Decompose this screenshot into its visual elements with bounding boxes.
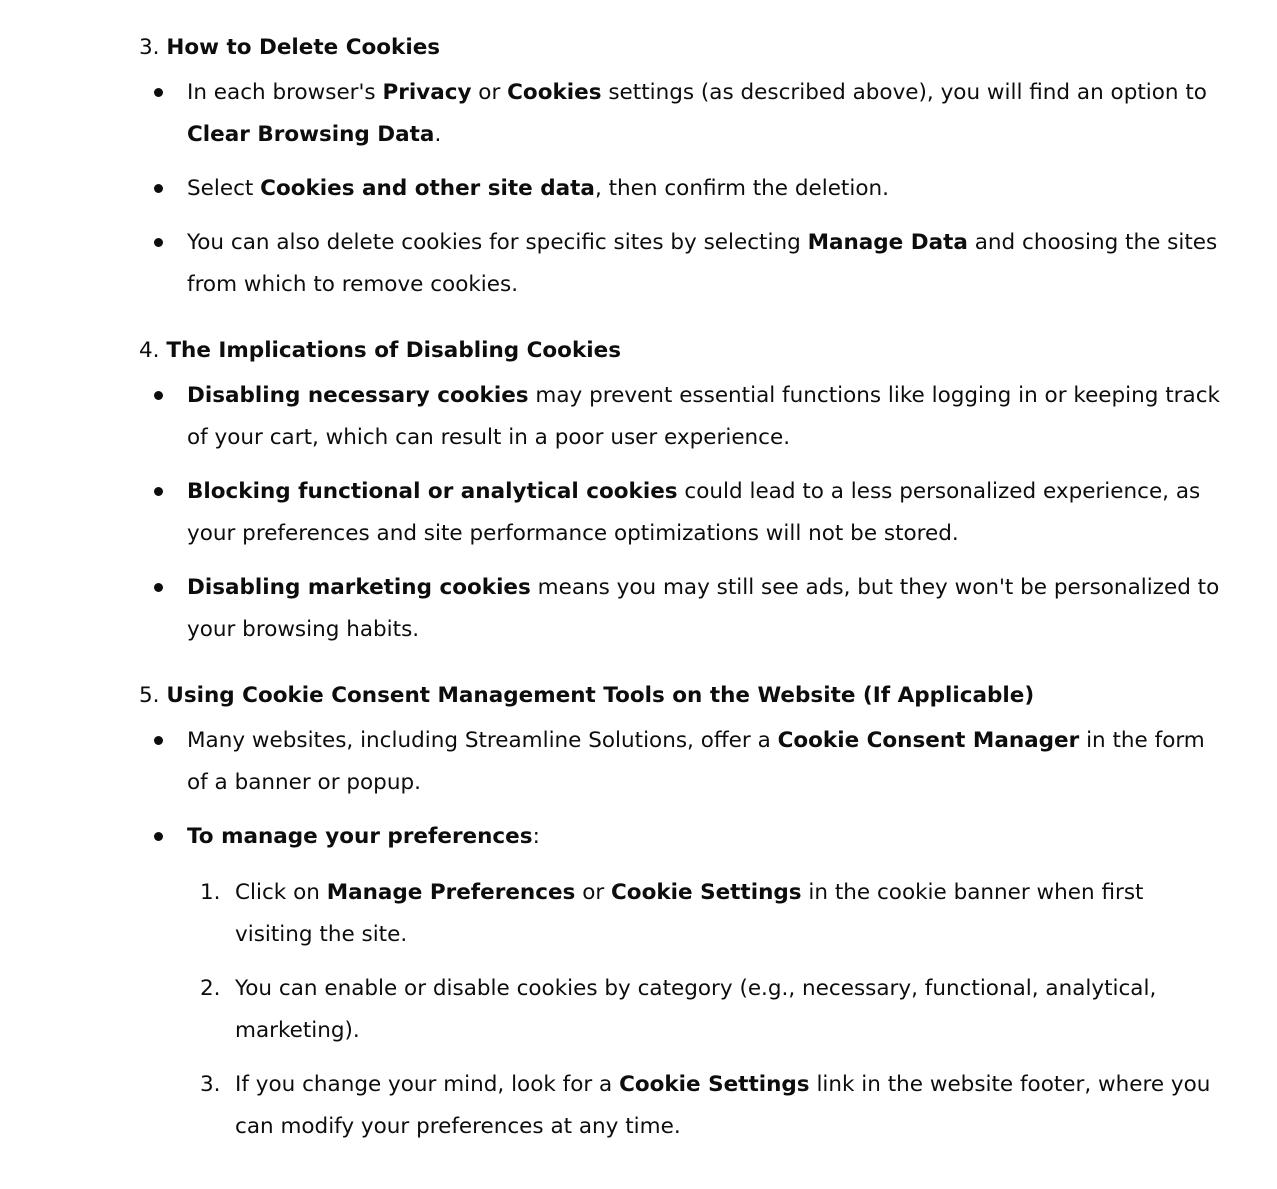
numbered-list <box>187 872 1224 1148</box>
text-run: You can enable or disable cookies by category (e.g., necessary, functional, analytical, marketing). <box>235 976 1157 1043</box>
bold-text: To manage your preferences <box>187 824 533 849</box>
section-heading <box>139 31 1224 65</box>
bullet-list <box>139 375 1224 651</box>
text-run: or <box>575 880 612 905</box>
bold-text: Privacy <box>382 80 472 105</box>
text-run: : <box>532 824 540 849</box>
text-run: If you change your mind, look for a <box>235 1072 620 1097</box>
bold-text: Blocking functional or analytical cookies <box>187 479 678 504</box>
text-run: Select <box>187 176 261 201</box>
numbered-list-item <box>187 1064 1224 1148</box>
bold-text: Clear Browsing Data <box>187 122 435 147</box>
section-using-cookie-consent-management-tools-on-the-website-if-applicable <box>139 679 1224 1148</box>
list-item <box>139 375 1224 459</box>
section-title: The Implications of Disabling Cookies <box>166 338 621 363</box>
section-the-implications-of-disabling-cookies <box>139 334 1224 651</box>
text-run: in the cookie banner when first visiting the site. <box>235 880 1144 947</box>
text-run: means you may still see ads, but they won't be personalized to your browsing habits. <box>187 575 1220 642</box>
section-number: 3. <box>139 35 160 60</box>
bullet-dot-icon <box>154 832 163 841</box>
text-run: Many websites, including Streamline Solutions, offer a <box>187 728 778 753</box>
text-run: In each browser's <box>187 80 383 105</box>
list-item <box>139 222 1224 306</box>
step-number: 2. <box>200 976 221 1001</box>
bold-text: Disabling marketing cookies <box>187 575 531 600</box>
numbered-list-item <box>187 872 1224 956</box>
list-item <box>139 567 1224 651</box>
text-run: could lead to a less personalized experience, as your preferences and site performance optimizations will not be stored. <box>187 479 1201 546</box>
bold-text: Manage Preferences <box>326 880 576 905</box>
text-run: may prevent essential functions like logging in or keeping track of your cart, which can result in a poor user experience. <box>187 383 1220 450</box>
bold-text: Cookie Settings <box>611 880 802 905</box>
text-run: settings (as described above), you will find an option to <box>601 80 1207 105</box>
list-item <box>139 168 1224 210</box>
text-run: Click on <box>235 880 327 905</box>
bold-text: Disabling necessary cookies <box>187 383 529 408</box>
section-heading <box>139 679 1224 713</box>
section-number: 4. <box>139 338 160 363</box>
text-run: link in the website footer, where you can modify your preferences at any time. <box>235 1072 1211 1139</box>
bullet-dot-icon <box>154 391 163 400</box>
list-item <box>139 72 1224 156</box>
bold-text: Cookie Consent Manager <box>777 728 1080 753</box>
bullet-list <box>139 720 1224 1148</box>
bold-text: Cookies <box>507 80 602 105</box>
bold-text: Manage Data <box>807 230 968 255</box>
bullet-dot-icon <box>154 88 163 97</box>
section-how-to-delete-cookies <box>139 31 1224 306</box>
text-run: and choosing the sites from which to remove cookies. <box>187 230 1218 297</box>
bullet-dot-icon <box>154 184 163 193</box>
section-number: 5. <box>139 683 160 708</box>
step-number: 3. <box>200 1072 221 1097</box>
bold-text: Cookies and other site data <box>260 176 595 201</box>
text-run: or <box>471 80 508 105</box>
text-run: in the form of a banner or popup. <box>187 728 1205 795</box>
text-run: , then confirm the deletion. <box>594 176 889 201</box>
bullet-dot-icon <box>154 487 163 496</box>
bold-text: Cookie Settings <box>619 1072 810 1097</box>
bullet-dot-icon <box>154 583 163 592</box>
bullet-dot-icon <box>154 736 163 745</box>
text-run: . <box>434 122 442 147</box>
section-title: How to Delete Cookies <box>166 35 441 60</box>
bullet-list <box>139 72 1224 306</box>
list-item <box>139 816 1224 1148</box>
section-title: Using Cookie Consent Management Tools on the Website (If Applicable) <box>166 683 1035 708</box>
step-number: 1. <box>200 880 221 905</box>
bullet-dot-icon <box>154 238 163 247</box>
section-heading <box>139 334 1224 368</box>
numbered-list-item <box>187 968 1224 1052</box>
list-item <box>139 720 1224 804</box>
text-run: You can also delete cookies for specific sites by selecting <box>187 230 808 255</box>
list-item <box>139 471 1224 555</box>
